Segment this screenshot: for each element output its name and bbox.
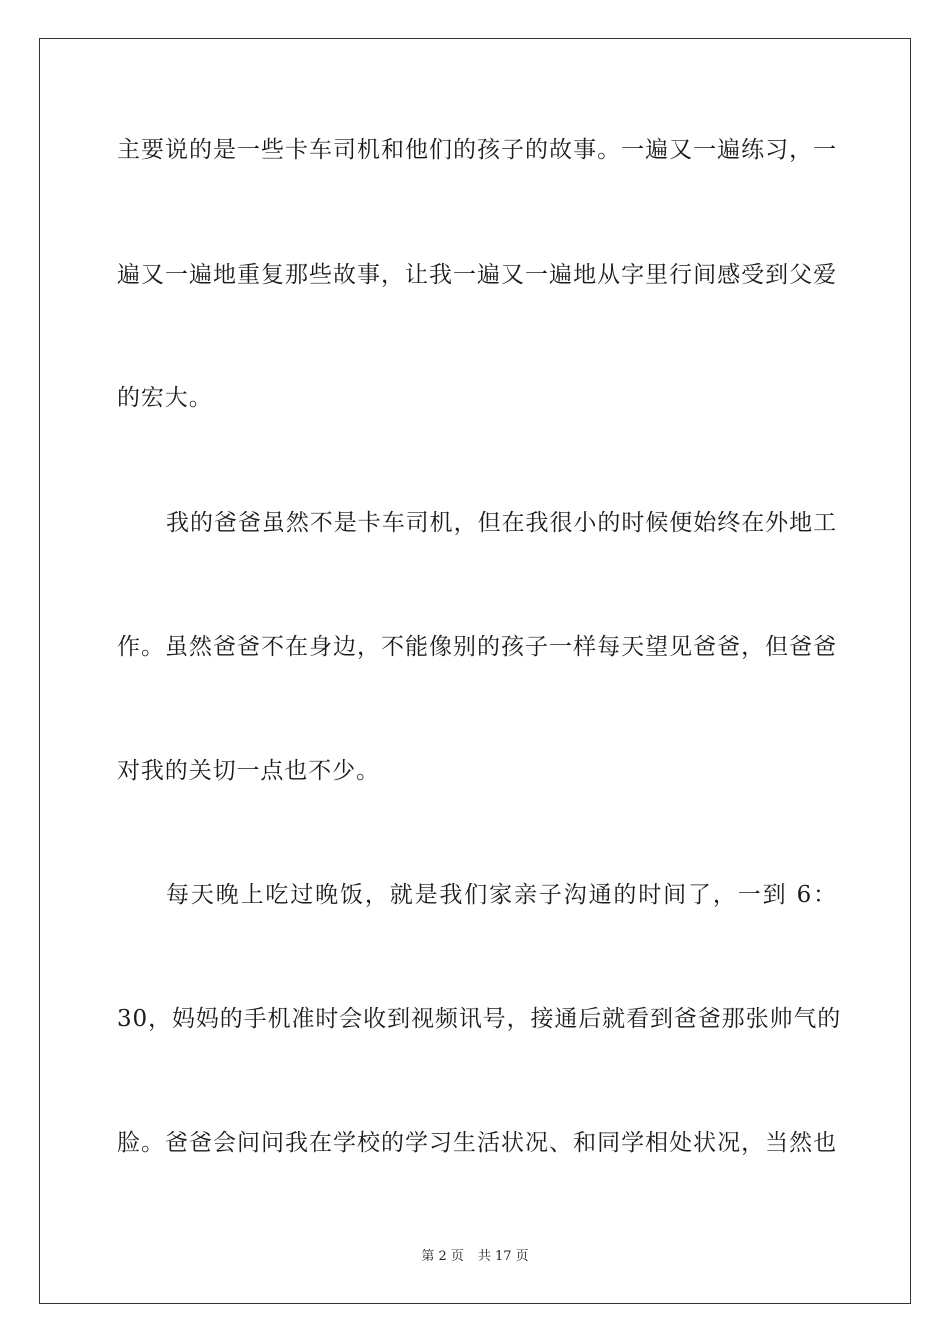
text-line: 脸。爸爸会问问我在学校的学习生活状况、和同学相处状况，当然也 xyxy=(117,1130,837,1156)
page-total: 共 17 页 xyxy=(477,1249,529,1264)
text-line: 的宏大。 xyxy=(117,385,213,411)
text-line: 我的爸爸虽然不是卡车司机，但在我很小的时候便始终在外地工 xyxy=(166,510,837,536)
page-number: 第 2 页 xyxy=(421,1249,464,1264)
text-line: 对我的关切一点也不少。 xyxy=(117,758,380,784)
page-footer xyxy=(0,1248,950,1266)
page-border xyxy=(39,38,911,1304)
text-line: 每天晚上吃过晚饭，就是我们家亲子沟通的时间了，一到 6： xyxy=(166,882,837,908)
text-line: 主要说的是一些卡车司机和他们的孩子的故事。一遍又一遍练习，一 xyxy=(117,137,837,163)
text-line: 遍又一遍地重复那些故事，让我一遍又一遍地从字里行间感受到父爱 xyxy=(117,262,837,288)
text-line: 30，妈妈的手机准时会收到视频讯号，接通后就看到爸爸那张帅气的 xyxy=(117,1006,842,1032)
text-line: 作。虽然爸爸不在身边，不能像别的孩子一样每天望见爸爸，但爸爸 xyxy=(117,634,837,660)
